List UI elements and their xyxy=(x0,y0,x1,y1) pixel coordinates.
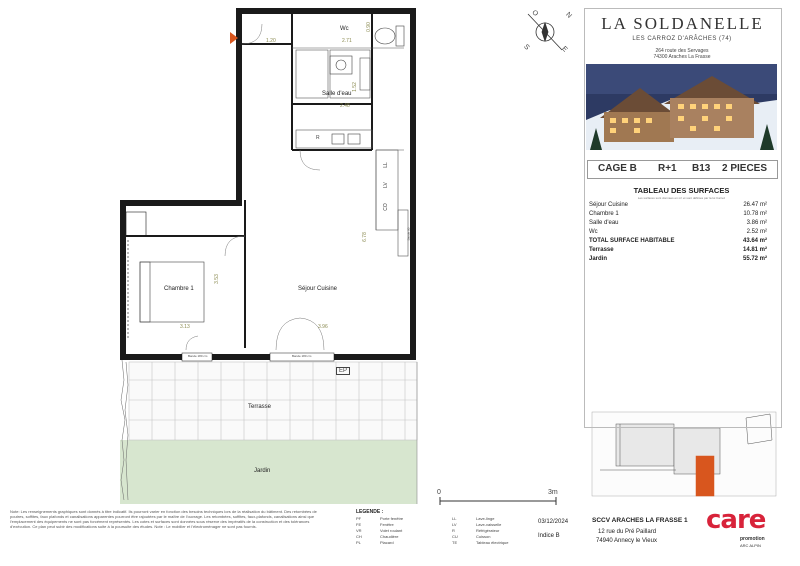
washing-machine-label: LL xyxy=(382,162,389,168)
logo-sub2: ARC ALPIN xyxy=(740,543,761,548)
surface-label: Wc xyxy=(589,229,598,235)
unit-cage: CAGE B xyxy=(598,163,637,174)
surfaces-subtitle: Les surfaces sont données en m² et sont définies par la loi Carrez xyxy=(637,196,726,200)
dishwasher-label: LV xyxy=(382,182,389,188)
logo-sub: promotion xyxy=(740,536,765,542)
legend-desc: Lave-vaisselle xyxy=(476,522,502,527)
legend-code: LV xyxy=(452,522,457,527)
dim-248: 2.48 xyxy=(340,103,350,109)
room-jardin: Jardin xyxy=(254,468,271,474)
company-addr-2: 74940 Annecy le Vieux xyxy=(596,538,657,544)
legend-code: R xyxy=(452,528,455,533)
scale-bar xyxy=(440,497,556,505)
unit-lot: B13 xyxy=(692,163,711,174)
dim-271: 2.71 xyxy=(342,38,352,44)
dim-353: 3.53 xyxy=(213,274,220,284)
bed-icon xyxy=(140,262,204,322)
surface-value: 10.78 m² xyxy=(743,211,767,217)
company-name: SCCV ARACHES LA FRASSE 1 xyxy=(592,517,688,524)
surface-label: Jardin xyxy=(589,256,608,262)
ep-label: EP xyxy=(336,367,350,375)
sink-icon xyxy=(330,56,360,144)
surface-value: 55.72 m² xyxy=(742,256,767,262)
legend-desc: Volet roulant xyxy=(380,528,403,533)
dim-396: 3.96 xyxy=(318,324,328,330)
surface-value: 2.52 m² xyxy=(746,229,767,235)
info-panel xyxy=(584,8,782,428)
legend-code: PF xyxy=(356,516,362,521)
room-sejour: Séjour Cuisine xyxy=(298,286,338,292)
scale-end: 3m xyxy=(548,489,558,496)
surface-value: 14.81 m² xyxy=(742,247,767,253)
compass-icon xyxy=(528,14,562,50)
project-address-1: 264 route des Servages xyxy=(655,48,709,54)
compass-s: S xyxy=(522,43,531,52)
legend-code: TE xyxy=(452,540,458,545)
unit-header xyxy=(587,160,778,179)
footer-note: Note: Les renseignements graphiques sont donnés à titre indicatif. Ils pourront varier en fonction des besoins techniques lors de la réalisation du bâtiment. Des retombées de poutres, soffites, faux plafonds et canalisations apparentes pourront être rajoutées par le maître de l'ouvrage. Les retombées, soffites, faux-plafonds, canalisations ainsi que l'emplacement des équipements ne sont pas forcément représentés. Les cotes et surfaces sont données sous réserve des impératifs de la construction et des tolérances d'exécution. Ce plan peut subir des modifications suite à la poursuite des études. Note : Le mobilier et l'électroménager ne sont pas fournis. xyxy=(10,509,317,529)
surface-value: 43.64 m² xyxy=(742,238,767,244)
room-wc: Wc xyxy=(340,26,349,32)
surface-label: Terrasse xyxy=(589,247,614,253)
legend-desc: Placard xyxy=(380,540,394,545)
compass-e: E xyxy=(560,45,569,54)
surface-value: 26.47 m² xyxy=(743,202,767,208)
legend-desc: Lave-linge xyxy=(476,516,495,521)
terrace-tiles xyxy=(129,362,417,440)
logo-care: care xyxy=(706,505,766,535)
project-name: LA SOLDANELLE xyxy=(601,14,764,33)
scale-start: 0 xyxy=(437,489,441,496)
surface-label: Séjour Cuisine xyxy=(589,202,629,208)
doc-date: 03/12/2024 xyxy=(538,519,569,525)
compass-n: N xyxy=(564,11,573,20)
legend-desc: Porte fenêtre xyxy=(380,516,404,521)
toilet-icon xyxy=(375,26,404,46)
surface-label: Salle d'eau xyxy=(589,220,619,226)
legend-code: LL xyxy=(452,516,457,521)
legend-code: PL xyxy=(356,540,361,545)
cooking-label: CO xyxy=(382,203,389,211)
legend-desc: Fenêtre xyxy=(380,522,394,527)
dim-090: 0.90 xyxy=(365,22,372,32)
window-label-small: Bande 90 xyxy=(406,227,411,241)
legend-desc: Tableau électrique xyxy=(476,540,509,545)
surface-value: 3.86 m² xyxy=(746,220,767,226)
legend-desc: Cuisson xyxy=(476,534,491,539)
footer xyxy=(0,507,800,566)
window-label-2: Bande 180 cm xyxy=(292,354,312,358)
legend-code: FE xyxy=(356,522,362,527)
company-addr-1: 12 rue du Pré Paillard xyxy=(598,529,657,535)
dim-678: 6.78 xyxy=(361,232,368,242)
legend-code: CU xyxy=(452,534,458,539)
dim-152: 1.52 xyxy=(351,82,358,92)
surfaces-title: TABLEAU DES SURFACES xyxy=(633,186,730,195)
legend-desc: Chaudière xyxy=(380,534,399,539)
surface-label: TOTAL SURFACE HABITABLE xyxy=(589,238,675,244)
dim-120: 1.20 xyxy=(266,38,276,44)
fridge-label: R xyxy=(316,135,320,141)
legend-desc: Réfrigérateur xyxy=(476,528,500,533)
project-address-2: 74300 Araches La Frasse xyxy=(653,54,711,60)
surface-label: Chambre 1 xyxy=(589,211,619,217)
legend-code: CH xyxy=(356,534,362,539)
unit-type: 2 PIECES xyxy=(722,163,768,174)
legend-code: VR xyxy=(356,528,362,533)
partitions xyxy=(126,14,372,348)
room-terrasse: Terrasse xyxy=(248,404,272,410)
unit-level: R+1 xyxy=(658,163,677,174)
legend-title: LEGENDE : xyxy=(356,509,384,515)
doc-index: Indice B xyxy=(538,533,560,539)
project-location: LES CARROZ D'ARÂCHES (74) xyxy=(632,36,732,42)
room-chambre: Chambre 1 xyxy=(164,286,194,292)
door-swings xyxy=(186,24,324,350)
compass-o: O xyxy=(530,9,540,18)
room-salle-eau: Salle d'eau xyxy=(322,91,352,97)
window-label-1: Bande 180 cm xyxy=(188,354,208,358)
dim-313: 3.13 xyxy=(180,324,190,330)
closet xyxy=(126,212,146,340)
